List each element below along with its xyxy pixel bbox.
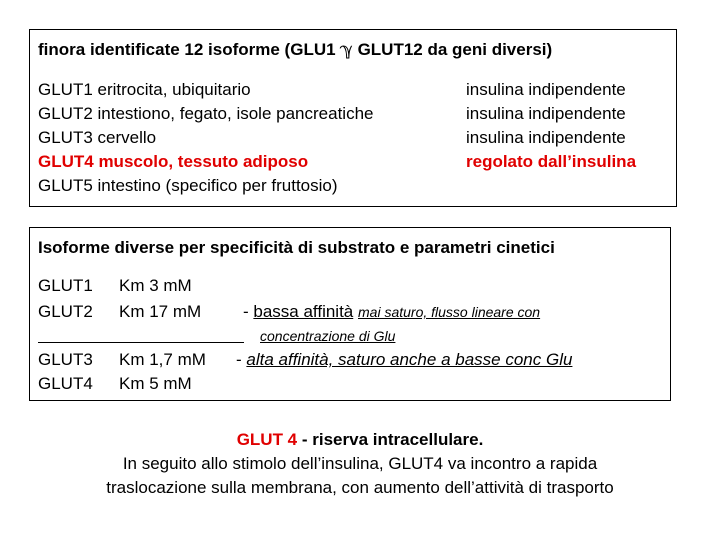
kinetics-glut2-note-cont: concentrazione di Glu [260,328,396,344]
isoforms-title: finora identificate 12 isoforme (GLU1 ℽ GLUT12 da geni diversi) [38,40,553,60]
kinetics-glut3-km: Km 1,7 mM [119,350,206,369]
isoform-row-glut3-regulation: insulina indipendente [466,128,626,147]
footer-line-2: traslocazione sulla membrana, con aumento dell’attività di trasporto [106,478,614,497]
kinetics-glut2-name: GLUT2 [38,302,93,321]
isoform-row-glut4: GLUT4 muscolo, tessuto adiposo [38,152,309,171]
kinetics-glut2-affinity: - bassa affinità mai saturo, flusso lineare con [243,302,541,321]
kinetics-glut3-affinity: - alta affinità, saturo anche a basse conc Glu [236,350,573,369]
isoform-row-glut1-regulation: insulina indipendente [466,80,626,99]
kinetics-glut4-km: Km 5 mM [119,374,192,393]
isoform-row-glut5: GLUT5 intestino (specifico per fruttosio) [38,176,338,195]
range-symbol: ℽ [340,40,353,60]
footer-title: GLUT 4 - riserva intracellulare. [236,430,484,449]
kinetics-glut1-km: Km 3 mM [119,276,192,295]
kinetics-glut1-name: GLUT1 [38,276,93,295]
kinetics-glut2-km: Km 17 mM [119,302,202,321]
isoform-row-glut4-regulation: regolato dall’insulina [466,152,637,171]
separator-rule [38,342,244,343]
kinetics-glut3-name: GLUT3 [38,350,93,369]
isoform-row-glut1: GLUT1 eritrocita, ubiquitario [38,80,251,99]
isoform-row-glut2-regulation: insulina indipendente [466,104,626,123]
isoform-row-glut3: GLUT3 cervello [38,128,157,147]
kinetics-title: Isoforme diverse per specificità di substrato e parametri cinetici [38,238,555,257]
kinetics-glut2-note: mai saturo, flusso lineare con [358,304,541,320]
kinetics-glut4-name: GLUT4 [38,374,93,393]
footer-line-1: In seguito allo stimolo dell’insulina, GLUT4 va incontro a rapida [122,454,598,473]
isoform-row-glut2: GLUT2 intestiono, fegato, isole pancreatiche [38,104,374,123]
